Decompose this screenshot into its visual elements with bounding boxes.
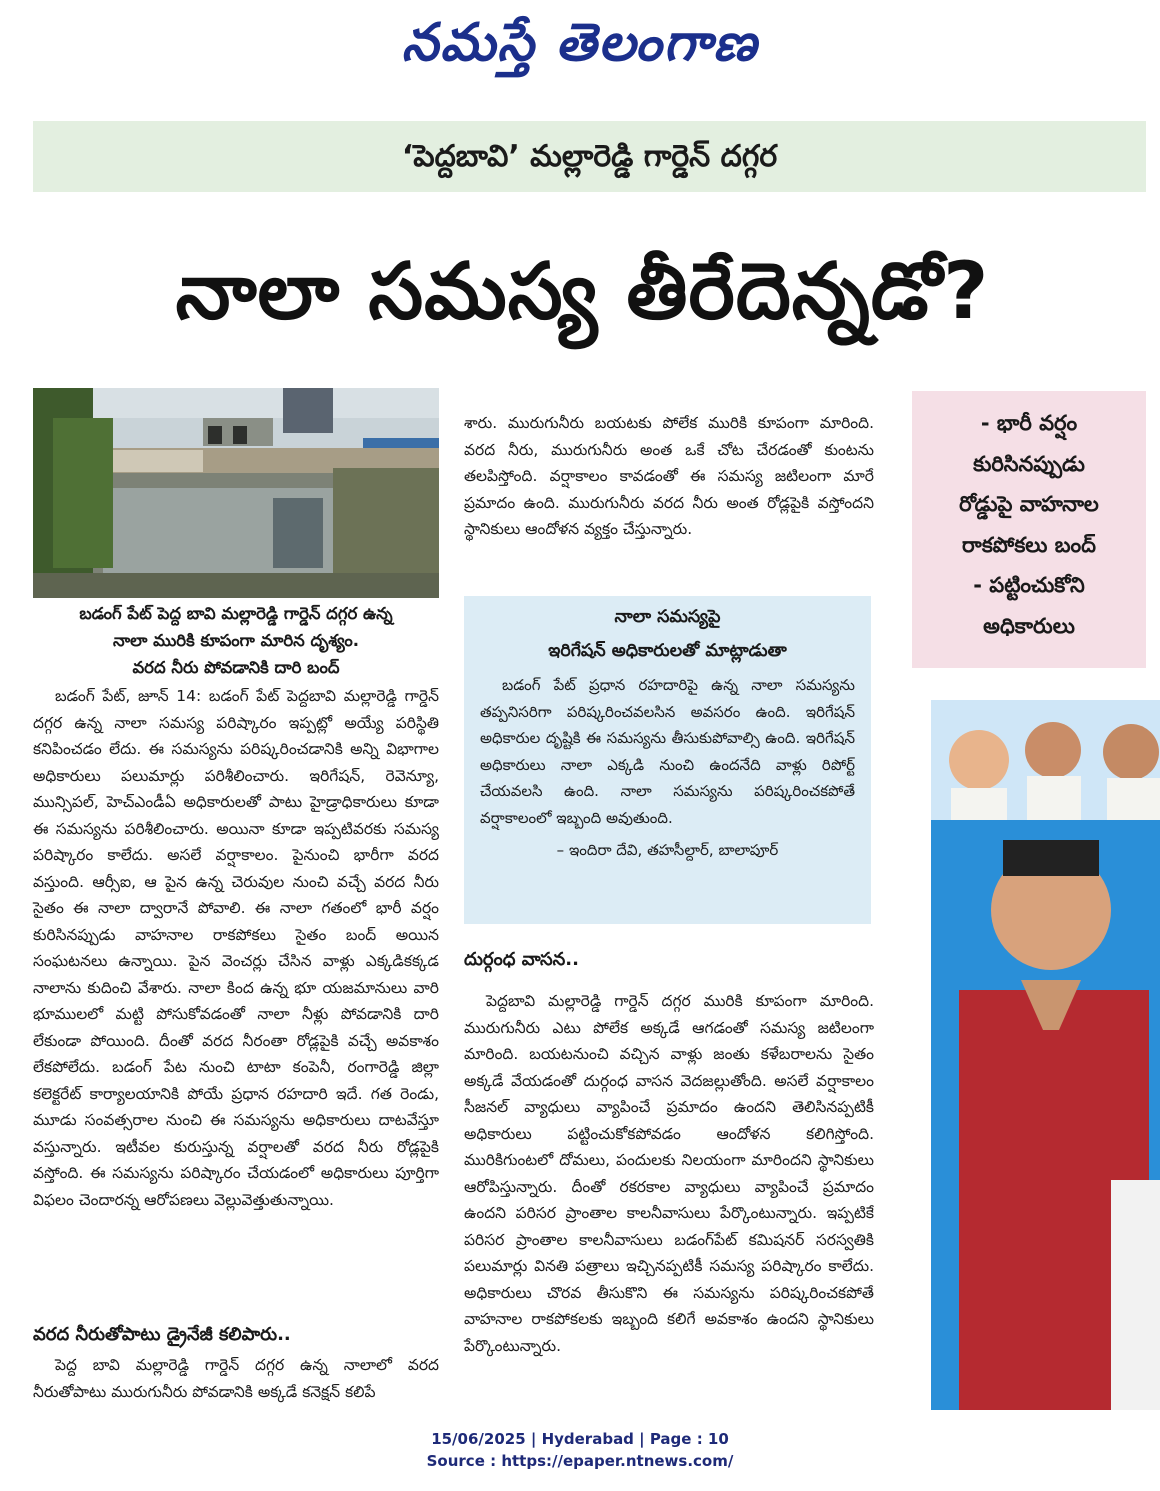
- quote-title-line: నాలా సమస్యపై: [614, 607, 721, 627]
- article-paragraph: పెద్దబావి మల్లారెడ్డి గార్డెన్ దగ్గర మురికి కూపంగా మారింది. మురుగునీరు ఎటు పోలేక అక్కడే ఆగడంతో సమస్య జటిలంగా మారింది. బయటనుంచి వచ్చిన వాళ్లు జంతు కళేబరాలను సైతం అక్కడే వేయడంతో దుర్గంధ వాసన వెదజల్లుతోంది. అసలే వర్షాకాలం సీజనల్ వ్యాధులు వ్యాపించే ప్రమాదం ఉందని తెలిసినప్పటికీ అధికారులు పట్టించుకోకపోవడం ఆందోళన కలిగిస్తోంది. మురికిగుంటలో దోమలు, పందులకు నిలయంగా మారిందని స్థానికులు ఆరోపిస్తున్నారు. దీంతో రకరకాల వ్యాధులు వ్యాపించే ప్రమాదం ఉందని పరిసర ప్రాంతాల కాలనీవాసులు పేర్కొంటున్నారు. ఇప్పటికే పరిసర ప్రాంతాల కాలనీవాసులు బడంగ్‌పేట్ కమిషనర్ సరస్వతికి పలుమార్లు వినతి పత్రాలు ఇచ్చినప్పటికీ సమస్య పరిష్కారం కాలేదు. అధికారులు చొరవ తీసుకొని ఈ సమస్యను పరిష్కరించకపోతే వాహనాల రాకపోకలకు ఇబ్బంది కలిగే అవకాశం ఉందని స్థానికులు పేర్కొంటున్నారు.: [464, 992, 874, 1355]
- caption-line: బడంగ్ పేట్ పెద్ద బావి మల్లారెడ్డి గార్డెన్ దగ్గర ఉన్న: [79, 604, 393, 623]
- quote-title: [480, 600, 855, 668]
- masthead-title: నమస్తే తెలంగాణ: [401, 12, 759, 73]
- quote-box: [464, 596, 871, 924]
- headline: నాలా సమస్య తీరేదెన్నడో?: [175, 247, 990, 337]
- kicker-strap: ‘పెద్దబావి’ మల్లారెడ్డి గార్డెన్ దగ్గర: [33, 121, 1146, 192]
- quote-paragraph: బడంగ్ పేట్ ప్రధాన రహదారిపై ఉన్న నాలా సమస్యను తప్పనిసరిగా పరిష్కరించవలసిన అవసరం ఉంది. ఇరిగేషన్ అధికారుల దృష్టికి ఈ సమస్యను తీసుకుపోవాల్సి ఉంది. ఇరిగేషన్ అధికారులు నాలా ఎక్కడి నుంచి ఉందనేది వాళ్లు రిపోర్ట్ చేయవలసి ఉంది. నాలా సమస్యను పరిష్కరించకపోతే వర్షాకాలంలో ఇబ్బంది అవుతుంది.: [480, 676, 855, 827]
- article-column-2-bottom: [464, 988, 874, 1408]
- highlight-line: రోడ్డుపై వాహనాల: [959, 492, 1099, 516]
- quote-body: [480, 672, 855, 831]
- highlight-line: అధికారులు: [983, 613, 1075, 638]
- subheading-odor: దుర్గంధ వాసన..: [464, 949, 579, 970]
- photo-caption: [33, 600, 439, 682]
- footer: [0, 1428, 1160, 1474]
- advertisement-image: [931, 700, 1160, 1410]
- article-paragraph: పెద్ద బావి మల్లారెడ్డి గార్డెన్ దగ్గర ఉన్న నాలాలో వరద నీరుతోపాటు మురుగునీరు పోవడానికి అక్కడే కనెక్షన్ కలిపే: [33, 1356, 439, 1401]
- highlight-box: [912, 391, 1146, 668]
- news-photo: [33, 388, 439, 598]
- caption-line: వరద నీరు పోవడానికి దారి బంద్: [132, 658, 340, 677]
- subheading-drainage: వరద నీరుతోపాటు డ్రైనేజీ కలిపారు..: [33, 1324, 291, 1345]
- footer-date-page: 15/06/2025 | Hyderabad | Page : 10: [431, 1430, 729, 1448]
- article-paragraph: శారు. మురుగునీరు బయటకు పోలేక మురికి కూపంగా మారింది. వరద నీరు, మురుగునీరు అంత ఒకే చోట చేరడంతో కుంటను తలపిస్తోంది. వర్షాకాలం కావడంతో ఈ సమస్య జటిలంగా మారే ప్రమాదం ఉంది. మురుగునీరు వరద నీరు అంత రోడ్లపైకి వస్తోందని స్థానికులు ఆందోళన వ్యక్తం చేస్తున్నారు.: [464, 414, 874, 538]
- highlight-line: కురిసినప్పుడు: [973, 451, 1085, 476]
- article-column-1: [33, 683, 439, 1308]
- quote-title-line: ఇరిగేషన్ అధికారులతో మాట్లాడుతా: [548, 641, 787, 661]
- article-paragraph: బడంగ్ పేట్, జూన్ 14: బడంగ్ పేట్ పెద్దబావి మల్లారెడ్డి గార్డెన్ దగ్గర ఉన్న నాలా సమస్య పరిష్కారం ఇప్పట్లో అయ్యే పరిస్థితి కనిపించడం లేదు. ఈ సమస్యను పరిష్కరించడానికి అన్ని విభాగాల అధికారులు పలుమార్లు పరిశీలించారు. ఇరిగేషన్, రెవెన్యూ, మున్సిపల్, హెచ్ఎండీఏ అధికారులతో పాటు హైడ్రాధికారులు కూడా ఈ సమస్యను పరిశీలించారు. అయినా కూడా ఇప్పటివరకు సమస్య పరిష్కారం కాలేదు. అసలే వర్షాకాలం. పైనుంచి భారీగా వరద వస్తుంది. ఆర్సీఐ, ఆ పైన ఉన్న చెరువుల నుంచి వచ్చే వరద నీరు సైతం ఈ నాలా ద్వారానే పోవాలి. ఈ నాలా గతంలో భారీ వర్షం కురిసినప్పుడు వాహనాల రాకపోకలు సైతం బంద్ అయిన సంఘటనలు ఉన్నాయి. పైన వెంచర్లు చేసిన వాళ్లు ఎక్కడికక్కడ నాలాను కుదించి వేశారు. నాలా కింద ఉన్న భూ యజమానులు వారి భూములలో మట్టి పోసుకోవడంతో నాలా నీళ్లు పోవడానికి దారి లేకుండా పోయింది. దీంతో వరద నీరంతా రోడ్లపైకి వచ్చే అవకాశం లేకపోలేదు. బడంగ్ పేట నుంచి టాటా కంపెనీ, రంగారెడ్డి జిల్లా కలెక్టరేట్ కార్యాలయానికి పోయే ప్రధాన రహదారి ఇదే. గత రెండు, మూడు సంవత్సరాల నుంచి ఈ సమస్యను అధికారులు దాటవేస్తూ వస్తున్నారు. ఇటీవల కురుస్తున్న వర్షాలతో వరద నీరు రోడ్లపైకి వస్తోంది. ఈ సమస్యను పరిష్కారం చేయడంలో అధికారులు పూర్తిగా విఫలం చెందారన్న ఆరోపణలు వెల్లువెత్తుతున్నాయి.: [33, 687, 439, 1209]
- article-column-1-continued: [33, 1352, 439, 1412]
- article-column-2-top: [464, 410, 874, 580]
- caption-line: నాలా మురికి కూపంగా మారిన దృశ్యం.: [112, 631, 360, 650]
- highlight-line: - పట్టించుకోని: [973, 573, 1085, 597]
- footer-source-link[interactable]: Source : https://epaper.ntnews.com/: [426, 1452, 734, 1470]
- highlight-line: - భారీ వర్షం: [980, 411, 1078, 435]
- quote-attribution: – ఇందిరా దేవి, తహసీల్దార్, బాలాపూర్: [556, 841, 779, 859]
- highlight-line: రాకపోకలు బంద్: [962, 532, 1096, 557]
